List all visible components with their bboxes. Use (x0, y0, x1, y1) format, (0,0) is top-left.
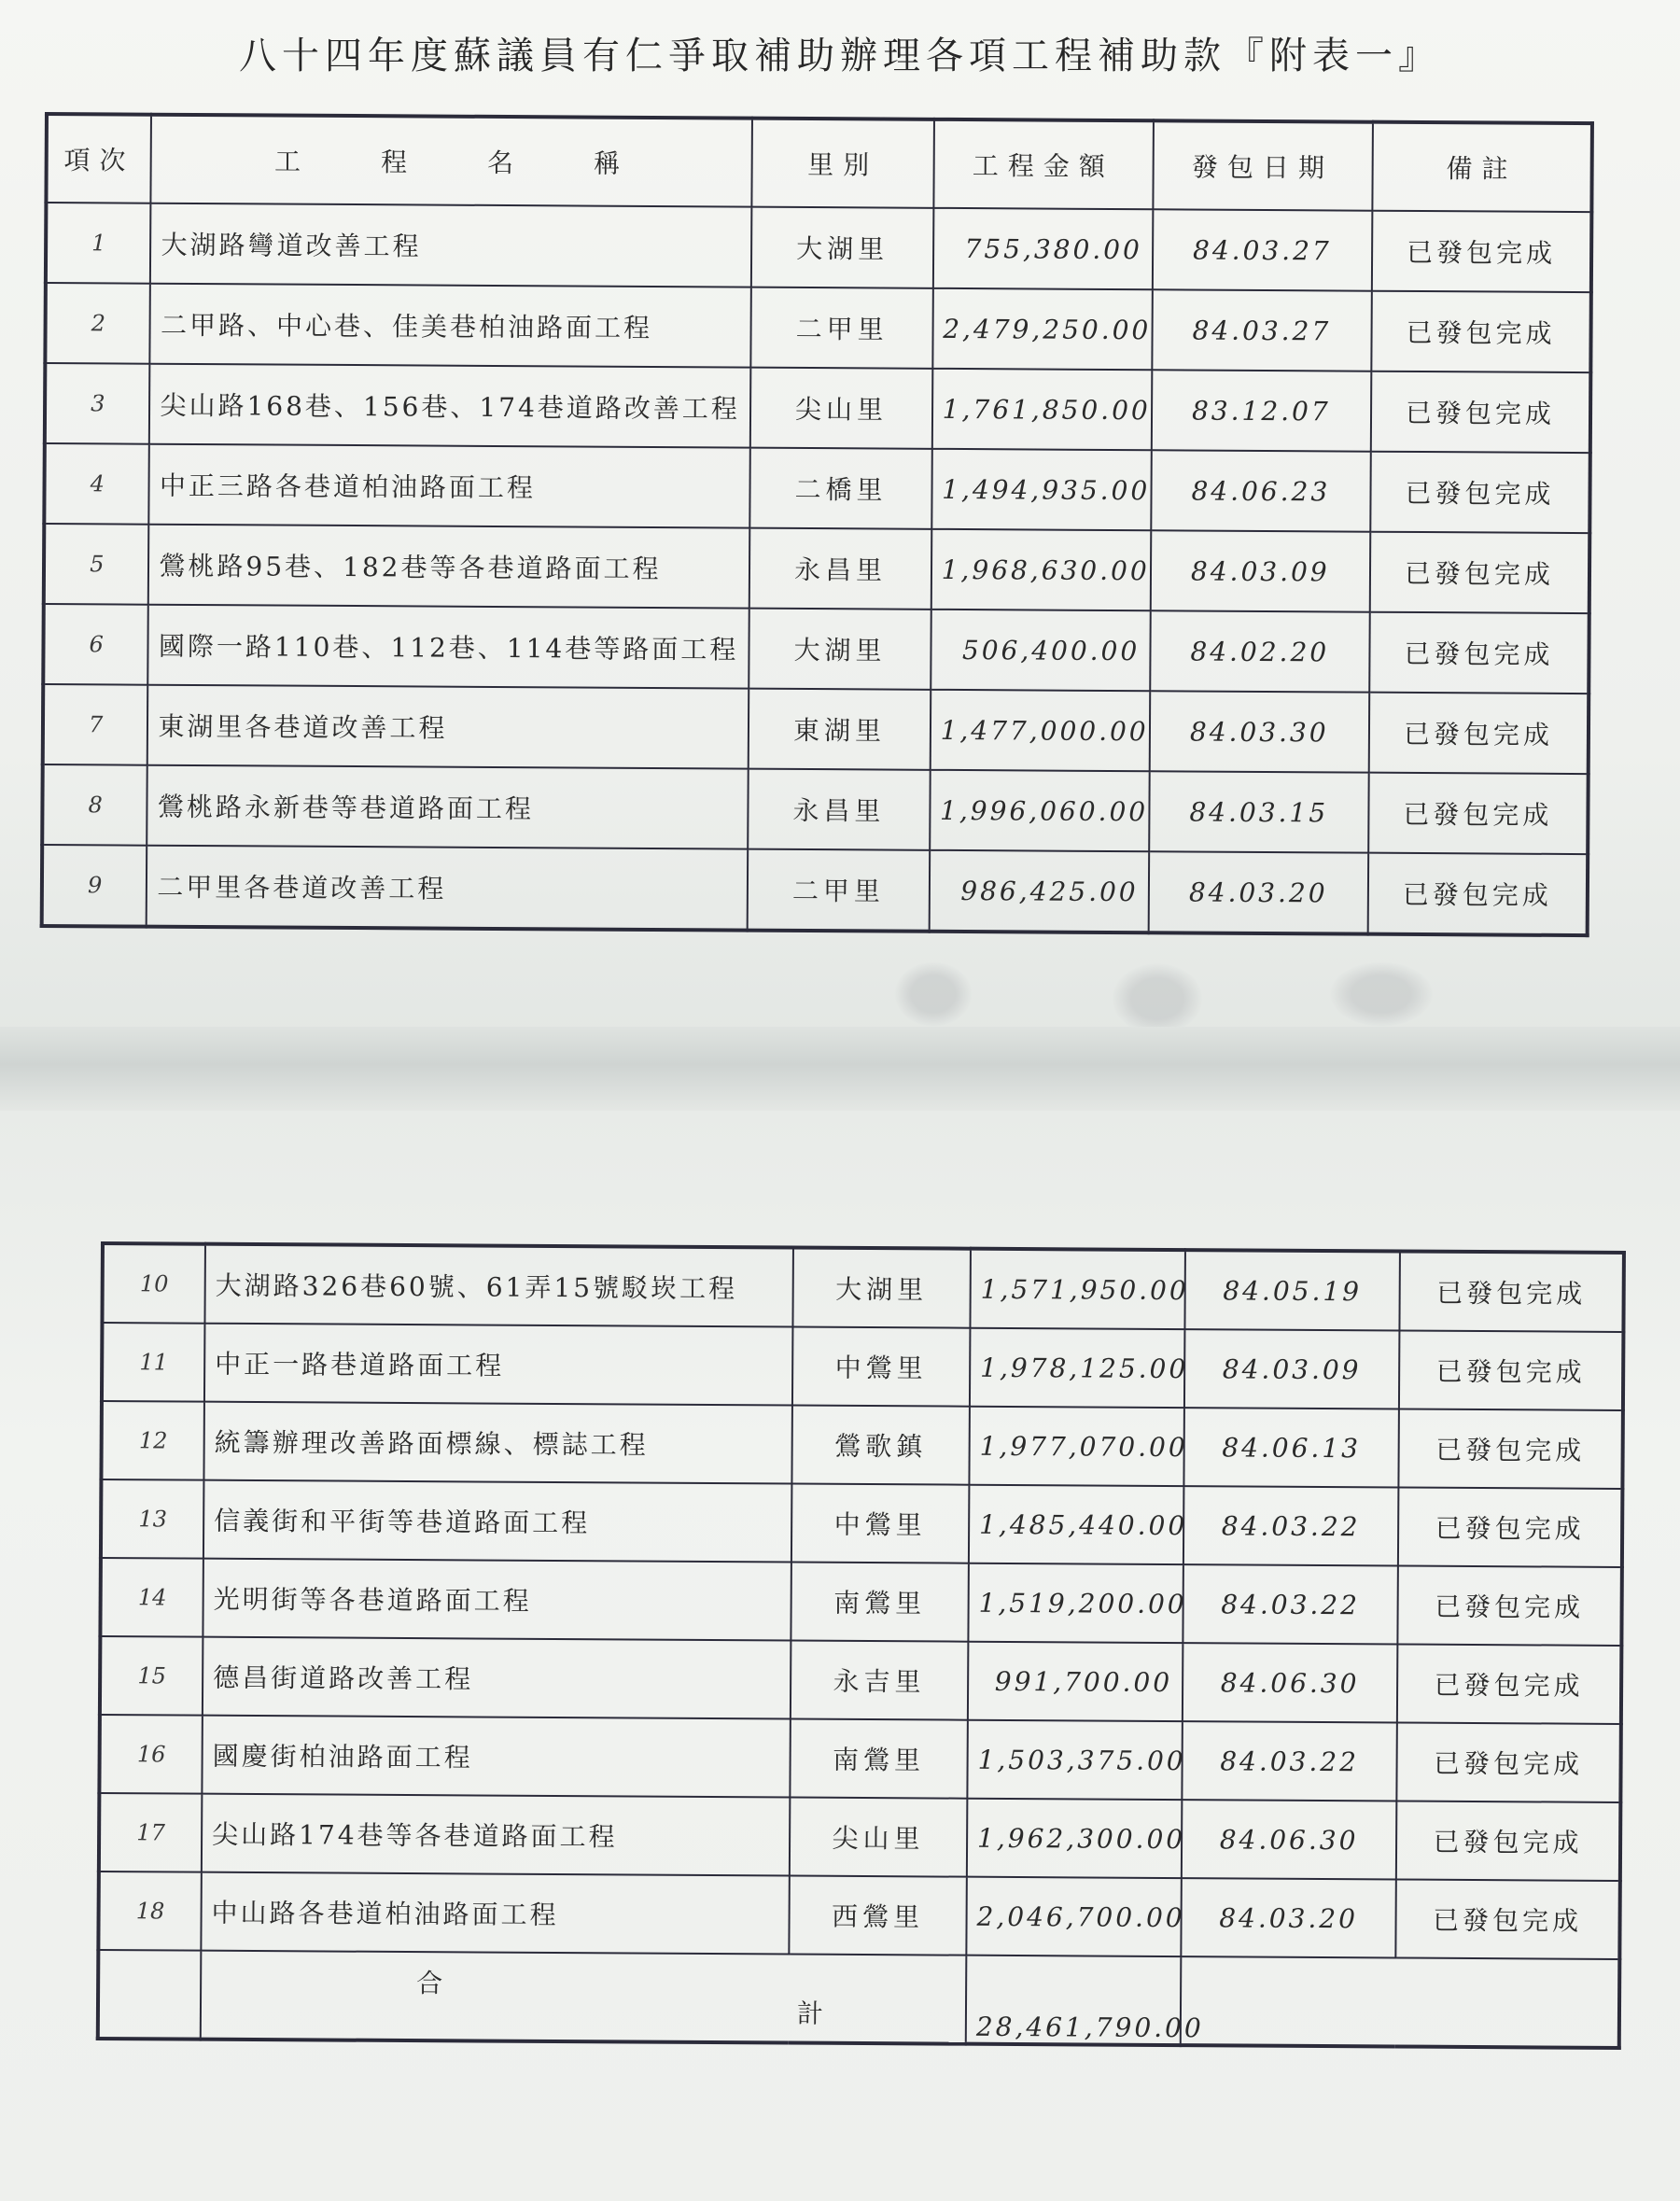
table-row (100, 1636, 1621, 1724)
table-row (43, 604, 1589, 694)
header-name: 工 程 名 稱 (151, 115, 753, 207)
table-row (100, 1558, 1621, 1646)
project-amount: 1,503,375.00 (967, 1720, 1183, 1800)
remark: 已發包完成 (1396, 1801, 1621, 1880)
contract-date: 84.03.22 (1182, 1721, 1397, 1801)
project-name: 統籌辦理改善路面標線、標誌工程 (203, 1402, 792, 1484)
table-row (45, 283, 1590, 372)
project-name: 信義街和平街等巷道路面工程 (203, 1480, 792, 1563)
remark: 已發包完成 (1369, 612, 1589, 694)
project-name: 尖山路168巷、156巷、174巷道路改善工程 (149, 364, 751, 448)
contract-date: 84.03.20 (1148, 851, 1368, 933)
project-amount: 2,046,700.00 (966, 1877, 1182, 1956)
total-row (98, 1950, 1620, 2048)
project-name: 東湖里各巷道改善工程 (147, 685, 749, 769)
table-row (45, 363, 1590, 453)
table-body-part-1 (42, 203, 1592, 935)
project-name: 國際一路110巷、112巷、114巷等路面工程 (148, 605, 750, 689)
item-number: 9 (42, 845, 147, 927)
table-row (43, 684, 1589, 774)
remark: 已發包完成 (1370, 532, 1590, 613)
project-amount: 1,519,200.00 (968, 1563, 1183, 1643)
total-label-cell (201, 1951, 967, 2044)
village: 二甲里 (751, 287, 933, 369)
village: 永吉里 (791, 1641, 969, 1720)
header-date: 發包日期 (1153, 120, 1373, 210)
project-name: 大湖路彎道改善工程 (150, 203, 752, 287)
remark: 已發包完成 (1368, 853, 1589, 935)
total-label-a: 合 (416, 1968, 445, 1999)
project-amount: 991,700.00 (968, 1642, 1183, 1721)
item-number: 10 (102, 1243, 205, 1324)
project-name: 大湖路326巷60號、61弄15號駁崁工程 (204, 1244, 793, 1327)
project-amount: 1,494,935.00 (931, 449, 1152, 530)
village: 尖山里 (750, 368, 932, 449)
table-row (46, 203, 1591, 292)
project-amount: 1,485,440.00 (969, 1485, 1184, 1564)
project-name: 光明街等各巷道路面工程 (203, 1559, 791, 1641)
project-amount: 1,962,300.00 (967, 1799, 1183, 1878)
table-header-row (46, 114, 1592, 212)
item-number: 17 (99, 1793, 203, 1872)
project-name: 中正三路各巷道柏油路面工程 (149, 444, 751, 528)
contract-date: 84.06.30 (1182, 1800, 1397, 1879)
project-amount: 1,996,060.00 (930, 770, 1150, 851)
remark: 已發包完成 (1372, 211, 1592, 292)
contract-date: 84.03.27 (1152, 289, 1372, 371)
contract-date: 84.06.23 (1151, 450, 1371, 531)
project-name: 鶯桃路95巷、182巷等各巷道路面工程 (148, 525, 750, 609)
project-name: 二甲路、中心巷、佳美巷柏油路面工程 (150, 284, 752, 368)
remark: 已發包完成 (1398, 1409, 1623, 1489)
item-number: 11 (102, 1323, 205, 1402)
project-name: 德昌街道路改善工程 (203, 1637, 791, 1719)
table-body-part-2 (98, 1243, 1624, 1959)
contract-date: 84.03.15 (1149, 771, 1369, 852)
remark: 已發包完成 (1397, 1644, 1622, 1723)
table-row (101, 1479, 1622, 1567)
contract-date: 84.03.22 (1183, 1564, 1398, 1644)
table-row (42, 845, 1589, 935)
total-label-b: 計 (796, 1998, 826, 2029)
total-blank-cell (98, 1950, 202, 2040)
village: 大湖里 (792, 1248, 971, 1328)
remark: 已發包完成 (1399, 1252, 1624, 1332)
table-row (99, 1715, 1620, 1802)
item-number: 18 (98, 1872, 202, 1951)
project-amount: 1,761,850.00 (931, 369, 1152, 450)
item-number: 16 (99, 1715, 203, 1794)
contract-date: 84.05.19 (1184, 1250, 1400, 1330)
item-number: 13 (101, 1479, 204, 1559)
remark: 已發包完成 (1396, 1722, 1621, 1801)
header-no: 項次 (46, 114, 151, 203)
project-amount: 755,380.00 (933, 208, 1154, 289)
item-number: 2 (45, 283, 150, 364)
header-amount: 工程金額 (933, 119, 1154, 209)
item-number: 5 (44, 524, 149, 605)
remark: 已發包完成 (1399, 1331, 1624, 1410)
project-amount: 986,425.00 (929, 850, 1149, 932)
table-row (99, 1793, 1620, 1881)
project-amount: 1,978,125.00 (970, 1328, 1185, 1408)
remark: 已發包完成 (1369, 693, 1589, 774)
item-number: 14 (100, 1558, 203, 1637)
subsidy-table-part-1 (40, 112, 1594, 937)
project-name: 尖山路174巷等各巷道路面工程 (202, 1794, 791, 1876)
remark: 已發包完成 (1398, 1487, 1623, 1566)
village: 大湖里 (749, 609, 931, 690)
header-note: 備註 (1372, 122, 1592, 212)
project-amount: 1,571,950.00 (970, 1249, 1185, 1329)
village: 大湖里 (751, 207, 933, 288)
project-amount: 2,479,250.00 (932, 288, 1153, 370)
contract-date: 84.03.22 (1183, 1486, 1399, 1565)
table-row (102, 1323, 1623, 1410)
remark: 已發包完成 (1395, 1879, 1620, 1958)
village: 南鶯里 (791, 1563, 969, 1642)
village: 永昌里 (749, 528, 931, 610)
village: 尖山里 (790, 1798, 968, 1877)
table-row (44, 524, 1589, 613)
item-number: 12 (101, 1401, 204, 1480)
project-amount: 506,400.00 (931, 610, 1151, 691)
village: 二橋里 (750, 448, 932, 529)
table-row (101, 1401, 1622, 1489)
project-name: 國慶街柏油路面工程 (202, 1716, 791, 1798)
item-number: 7 (43, 684, 148, 765)
contract-date: 84.03.09 (1151, 530, 1371, 611)
page-fold (0, 1027, 1680, 1111)
contract-date: 84.03.20 (1181, 1878, 1396, 1957)
total-empty-cell (1181, 1956, 1620, 2048)
item-number: 4 (44, 443, 149, 525)
project-amount: 1,477,000.00 (930, 690, 1150, 771)
project-name: 鶯桃路永新巷等巷道路面工程 (147, 765, 749, 849)
remark: 已發包完成 (1370, 452, 1590, 533)
document-title: 八十四年度蘇議員有仁爭取補助辦理各項工程補助款『附表一』 (239, 35, 1441, 77)
item-number: 8 (42, 764, 147, 846)
table-row (98, 1872, 1619, 1959)
village: 中鶯里 (792, 1327, 971, 1407)
remark: 已發包完成 (1371, 291, 1591, 372)
village: 東湖里 (749, 689, 931, 770)
table-row (44, 443, 1589, 533)
project-name: 中正一路巷道路面工程 (204, 1324, 793, 1406)
contract-date: 84.03.27 (1153, 209, 1373, 290)
village: 南鶯里 (790, 1719, 968, 1799)
item-number: 1 (46, 203, 151, 284)
item-number: 3 (45, 363, 150, 444)
contract-date: 84.06.30 (1183, 1643, 1398, 1722)
village: 二甲里 (748, 849, 930, 932)
village: 永昌里 (749, 769, 931, 850)
table-row (42, 764, 1588, 854)
table-row (102, 1243, 1623, 1332)
project-amount: 1,977,070.00 (969, 1407, 1184, 1486)
item-number: 15 (100, 1636, 203, 1716)
item-number: 6 (43, 604, 148, 685)
project-name: 二甲里各巷道改善工程 (147, 846, 749, 931)
header-li: 里別 (752, 119, 934, 208)
remark: 已發包完成 (1368, 773, 1589, 854)
project-name: 中山路各巷道柏油路面工程 (201, 1872, 790, 1955)
contract-date: 84.03.30 (1149, 691, 1369, 772)
total-amount: 28,461,790.00 (966, 1956, 1182, 2045)
contract-date: 84.02.20 (1150, 610, 1370, 692)
project-amount: 1,968,630.00 (931, 529, 1151, 610)
contract-date: 84.03.09 (1184, 1329, 1400, 1409)
village: 鶯歌鎮 (791, 1406, 970, 1485)
remark: 已發包完成 (1371, 372, 1591, 453)
village: 中鶯里 (791, 1484, 970, 1563)
subsidy-table-part-2 (96, 1241, 1626, 2050)
contract-date: 84.06.13 (1183, 1408, 1399, 1487)
contract-date: 83.12.07 (1152, 370, 1372, 451)
village: 西鶯里 (789, 1876, 967, 1956)
remark: 已發包完成 (1397, 1565, 1622, 1645)
